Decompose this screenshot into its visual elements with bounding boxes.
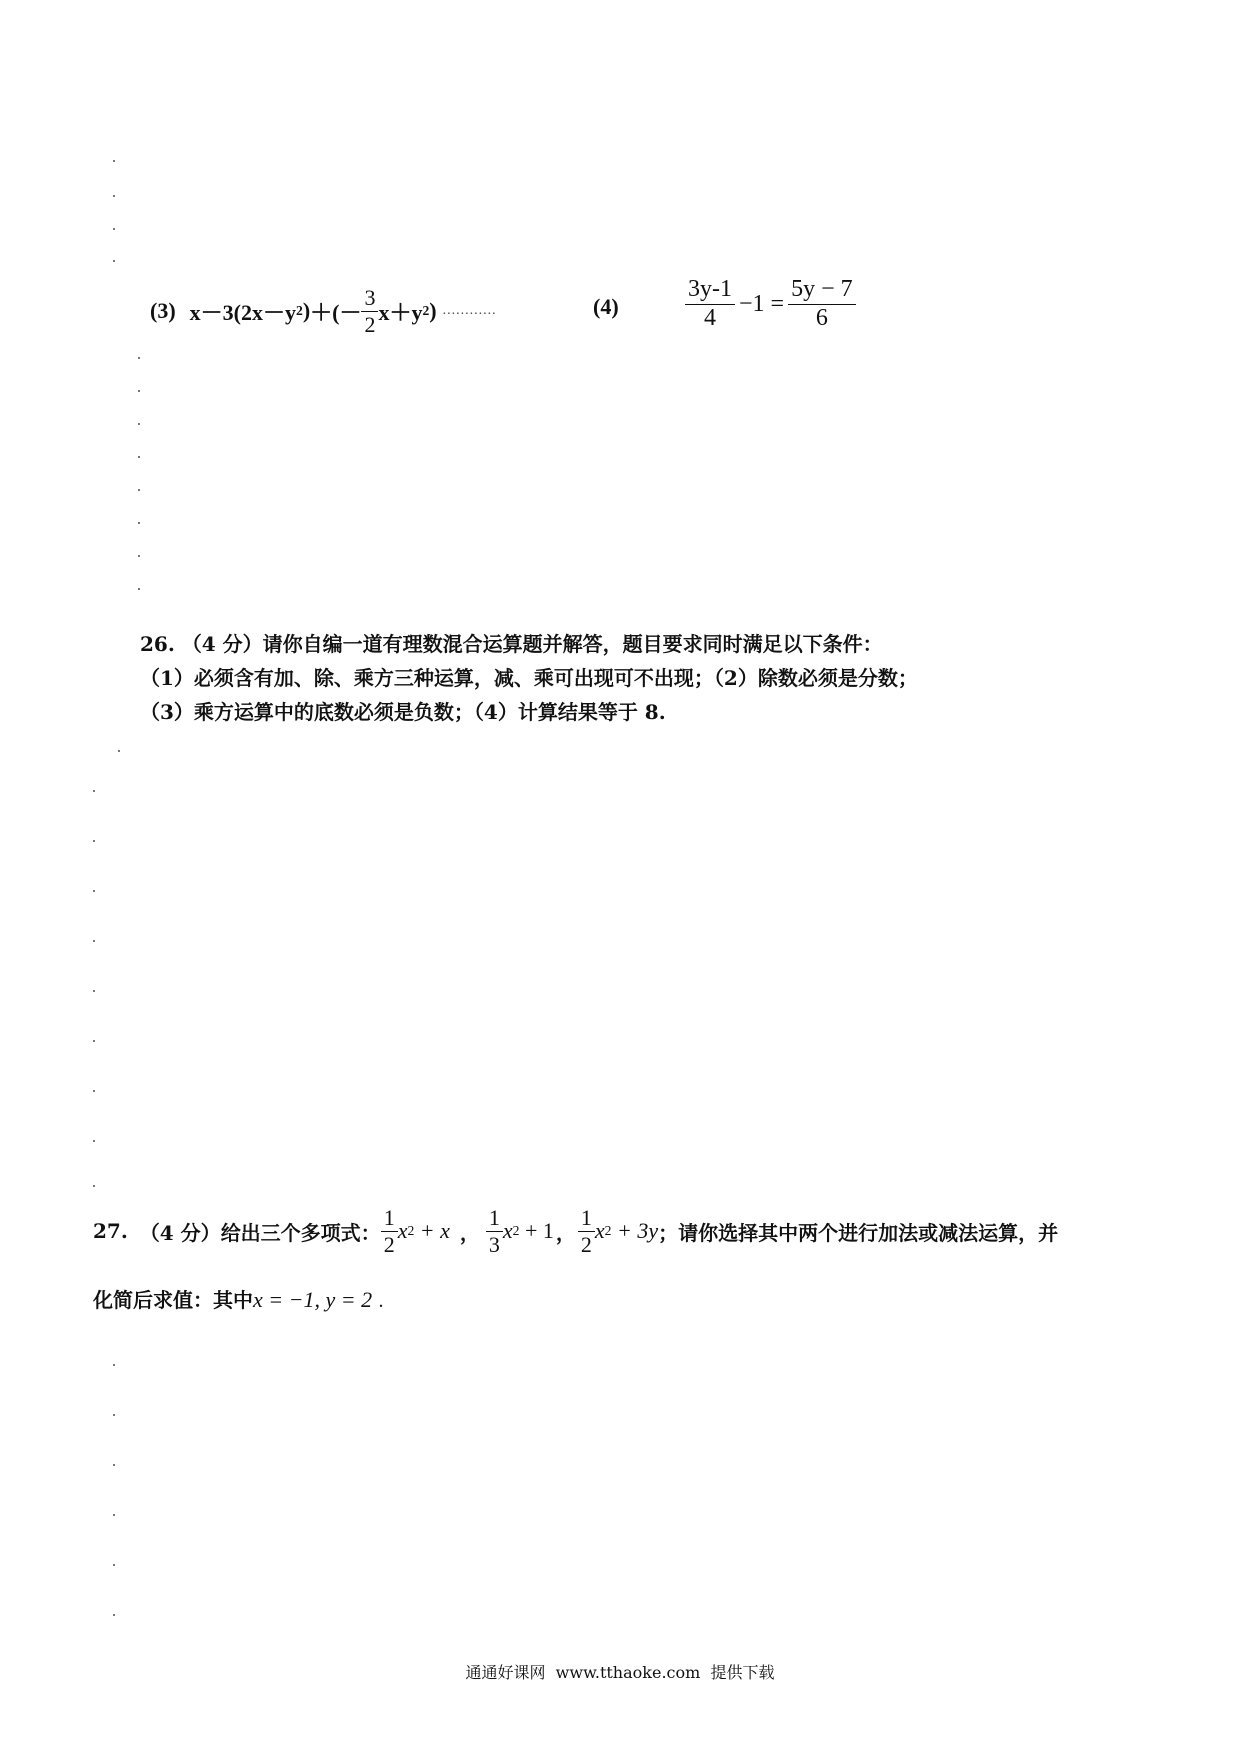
q27-line2-end: . [378, 1290, 384, 1312]
poly1-den: 2 [383, 1231, 395, 1257]
q27-prompt: 给出三个多项式： [220, 1220, 381, 1245]
poly3-x: x [594, 1218, 605, 1243]
q25-part4-label: (4) [593, 294, 619, 319]
q27-line2-math: x = −1, y = 2 [253, 1287, 373, 1312]
part3-frac-num: 3 [361, 285, 378, 311]
part4-left-num: 3y-1 [685, 276, 735, 305]
part3-frac-den: 2 [364, 311, 376, 337]
q27-instruction: ；请你选择其中两个进行加法或减法运算，并 [658, 1220, 1059, 1245]
part4-right-den: 6 [815, 304, 828, 331]
poly2-fraction [486, 1205, 503, 1257]
q27-line1 [93, 1188, 1058, 1274]
q26-number: 26. [140, 632, 175, 656]
q26-prompt: 请你自编一道有理数混合运算题并解答，题目要求同时满足以下条件： [262, 632, 883, 656]
poly2-x: x [502, 1218, 513, 1243]
poly3-rest: + 3y [611, 1218, 659, 1243]
q26-line2: （1）必须含有加、除、乘方三种运算，减、乘可出现可不出现；（2）除数必须是分数； [140, 666, 918, 690]
footer: 通通好课网 www.tthaoke.com 提供下载 [465, 1663, 775, 1682]
poly2-den: 3 [488, 1231, 500, 1257]
poly3-num: 1 [578, 1205, 595, 1231]
part4-right-fraction [788, 276, 856, 332]
part3-label: (3) [150, 298, 176, 323]
part3-plus-open: ＋(－ [310, 299, 362, 325]
poly2: $\frac{1}{3}$ x 2 + 1 [486, 1205, 554, 1257]
part3-tail: x＋y [378, 299, 423, 325]
part4-left-fraction [685, 276, 735, 332]
q25-part3: (3) x－3 (2x－y 2 ) ＋(－ $\frac{3}{2}$ x＋y 2 ) ............ [150, 285, 497, 337]
poly1: $\frac{1}{2}$ x 2 + x [381, 1205, 450, 1257]
part4-left-den: 4 [704, 304, 716, 331]
q27-line2 [93, 1284, 383, 1313]
poly3-fraction [578, 1205, 595, 1257]
part3-fraction [361, 285, 378, 337]
q27-score: （4 分） [139, 1220, 221, 1245]
part3-inner: (2x－y [233, 299, 296, 325]
poly1-rest: + x [414, 1218, 450, 1243]
part3-leader: ............ [442, 303, 497, 318]
part4-middle: −1 = [739, 290, 785, 317]
part3-tail-close: ) [429, 298, 437, 323]
q27-line2-text: 化简后求值：其中 [93, 1288, 253, 1312]
q25-part4-equation [685, 266, 856, 342]
poly2-rest: + 1 [519, 1218, 554, 1243]
poly3: $\frac{1}{2}$ x 2 + 3y [578, 1205, 658, 1257]
q26-line3: （3）乘方运算中的底数必须是负数；（4）计算结果等于 8. [140, 700, 666, 724]
part3-lead: x－3 [189, 299, 234, 325]
sep2: ， [555, 1220, 576, 1245]
q27-number: 27. [93, 1219, 128, 1243]
q26-line1 [140, 628, 883, 657]
part3-inner-close: ) [302, 298, 311, 323]
poly1-x: x [397, 1218, 408, 1243]
poly2-num: 1 [486, 1205, 503, 1231]
poly1-num: 1 [381, 1205, 398, 1231]
q26-score: （4 分） [181, 632, 263, 656]
poly1-fraction [381, 1205, 398, 1257]
sep1: ， [459, 1220, 480, 1245]
part4-right-num: 5y − 7 [788, 276, 856, 305]
poly3-den: 2 [580, 1231, 592, 1257]
